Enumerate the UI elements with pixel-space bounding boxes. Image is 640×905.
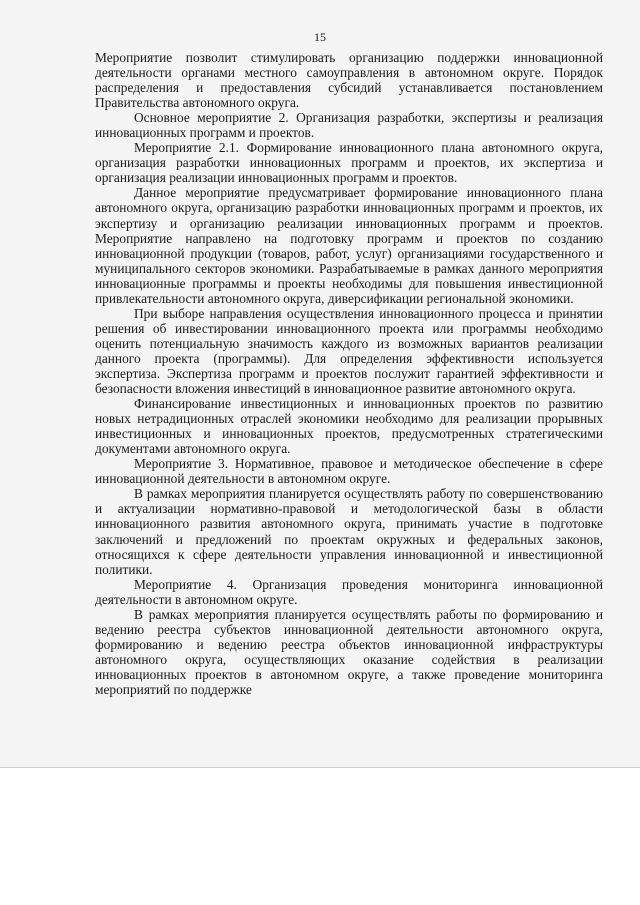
paragraph-10: В рамках мероприятия планируется осуществлять работы по формированию и ведению реестра субъектов инновационной деятельности автономного округа, формированию и ведению реестра объектов инновационной инфраструктуры автономного округа, осуществляющих оказание содействия в реализации инновационных проектов в автономном округе, а также проведение мониторинга мероприятий по поддержке: [95, 606, 603, 697]
document-body: [95, 50, 603, 697]
blank-area: [0, 768, 640, 905]
paragraph-6: Финансирование инвестиционных и инновационных проектов по развитию новых нетрадиционных отраслей экономики необходимо для реализации прорывных инвестиционных и инновационных проектов, предусмотренных стратегическими документами автономного округа.: [95, 396, 603, 457]
paragraph-4: Данное мероприятие предусматривает формирование инновационного плана автономного округа, организацию разработки инновационных программ и проектов, их экспертизу и организацию реализации инновационных программ и проектов. Мероприятие направлено на подготовку программ и проектов по созданию инновационной продукции (товаров, работ, услуг) организациями государственного и муниципального секторов экономики. Разрабатываемые в рамках данного мероприятия инновационные программы и проекты необходимы для повышения инвестиционной привлекательности автономного округа, диверсификации региональной экономики.: [95, 185, 603, 306]
page-number: 15: [314, 30, 326, 44]
paragraph-7: Мероприятие 3. Нормативное, правовое и методическое обеспечение в сфере инновационной деятельности в автономном округе.: [95, 456, 603, 487]
paragraph-3: Мероприятие 2.1. Формирование инновационного плана автономного округа, организация разработки инновационных программ и проектов, их экспертиза и организация реализации инновационных программ и проектов.: [95, 140, 603, 186]
paragraph-9: Мероприятие 4. Организация проведения мониторинга инновационной деятельности в автономном округе.: [95, 576, 603, 607]
paragraph-8: В рамках мероприятия планируется осуществлять работу по совершенствованию и актуализации нормативно-правовой и методологической базы в области инновационного развития автономного округа, принимать участие в подготовке заключений и предложений по проектам окружных и федеральных законов, относящихся к сфере деятельности управления инновационной и инвестиционной политики.: [95, 486, 603, 577]
paragraph-1: Мероприятие позволит стимулировать организацию поддержки инновационной деятельности органами местного самоуправления в автономном округе. Порядок распределения и предоставления субсидий устанавливается постановлением Правительства автономного округа.: [95, 50, 603, 111]
paragraph-5: При выборе направления осуществления инновационного процесса и принятии решения об инвестировании инновационного проекта или программы необходимо оценить потенциальную значимость каждого из возможных вариантов реализации данного проекта (программы). Для определения эффективности используется экспертиза. Экспертиза программ и проектов послужит гарантией эффективности и безопасности вложения инвестиций в инновационное развитие автономного округа.: [95, 305, 603, 397]
paragraph-2: Основное мероприятие 2. Организация разработки, экспертизы и реализация инновационных программ и проектов.: [95, 110, 603, 141]
